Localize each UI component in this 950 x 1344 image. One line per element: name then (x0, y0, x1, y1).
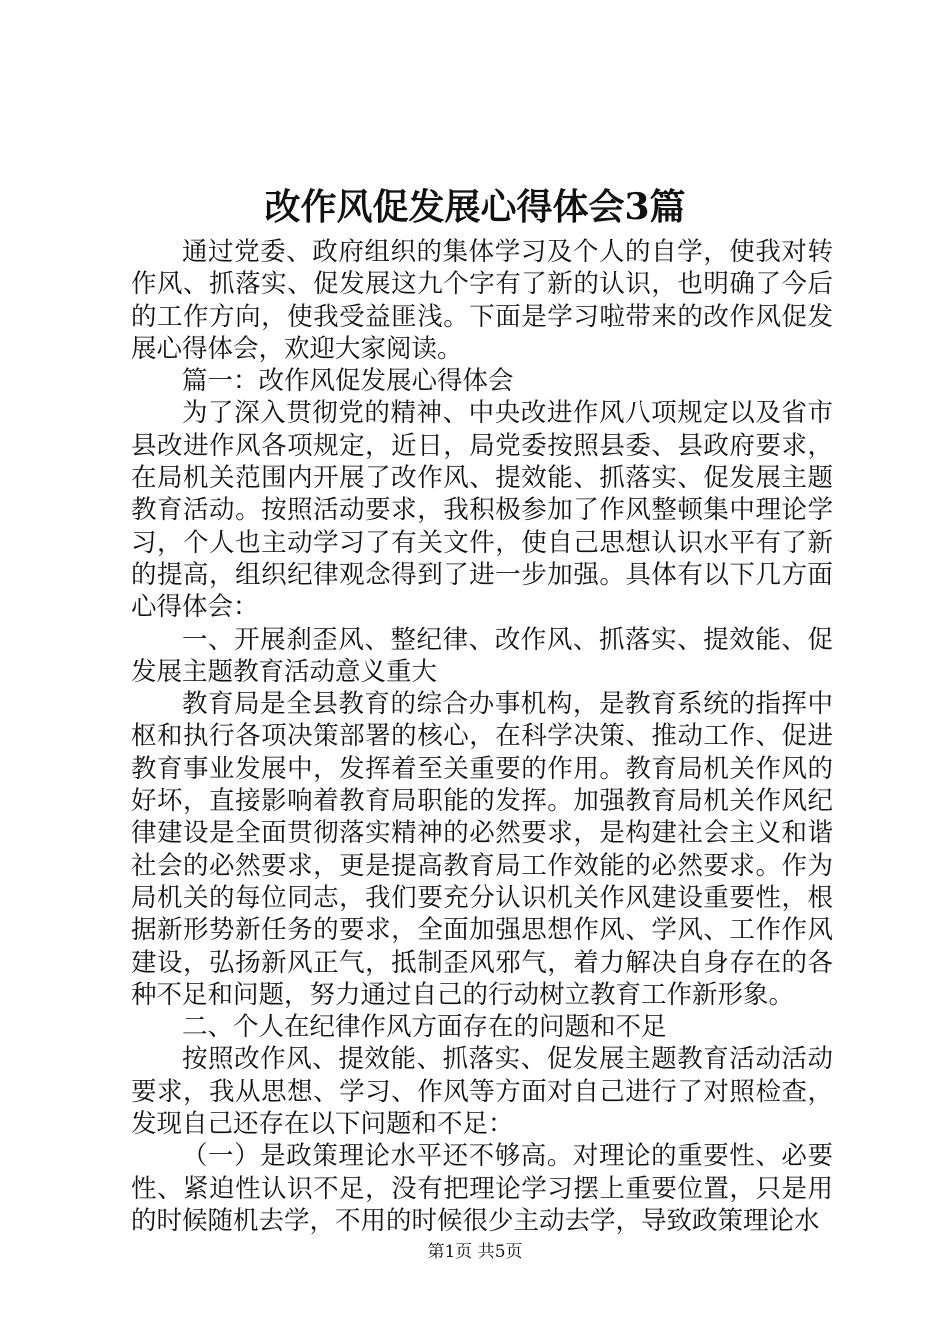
section-heading-part-one: 篇一：改作风促发展心得体会 (182, 366, 514, 397)
section-heading: 二、个人在纪律作风方面存在的问题和不足 (182, 1012, 667, 1043)
intro-paragraph: 通过党委、政府组织的集体学习及个人的自学，使我对转作风、抓落实、促发展这九个字有了新的认识，也明确了今后的工作方向，使我受益匪浅。下面是学习啦带来的改作风促发展心得体会，欢迎大家阅读。 (131, 237, 833, 364)
body-paragraph: 为了深入贯彻党的精神、中央改进作风八项规定以及省市县改进作风各项规定，近日，局党委按照县委、县政府要求，在局机关范围内开展了改作风、提效能、抓落实、促发展主题教育活动。按照活动要求，我积极参加了作风整顿集中理论学习，个人也主动学习了有关文件，使自己思想认识水平有了新的提高，组织纪律观念得到了进一步加强。具体有以下几方面心得体会： (131, 398, 833, 623)
page-number-footer: 第1页 共5页 (427, 1242, 523, 1262)
body-paragraph: 教育局是全县教育的综合办事机构，是教育系统的指挥中枢和执行各项决策部署的核心，在科学决策、推动工作、促进教育事业发展中，发挥着至关重要的作用。教育局机关作风的好坏，直接影响着教育局职能的发挥。加强教育局机关作风纪律建设是全面贯彻落实精神的必然要求，是构建社会主义和谐社会的必然要求，更是提高教育局工作效能的必然要求。作为局机关的每位同志，我们要充分认识机关作风建设重要性，根据新形势新任务的要求，全面加强思想作风、学风、工作作风建设，弘扬新风正气，抵制歪风邪气，着力解决自身存在的各种不足和问题，努力通过自己的行动树立教育工作新形象。 (131, 689, 833, 1010)
document-body (131, 236, 833, 1237)
body-paragraph: （一）是政策理论水平还不够高。对理论的重要性、必要性、紧迫性认识不足，没有把理论学习摆上重要位置，只是用的时候随机去学，不用的时候很少主动去学，导致政策理论水 (131, 1141, 833, 1236)
document-title: 改作风促发展心得体会3篇 (264, 186, 686, 228)
section-heading: 一、开展刹歪风、整纪律、改作风、抓落实、提效能、促发展主题教育活动意义重大 (131, 624, 833, 687)
body-paragraph: 按照改作风、提效能、抓落实、促发展主题教育活动活动要求，我从思想、学习、作风等方面对自己进行了对照检查，发现自己还存在以下问题和不足： (131, 1044, 833, 1140)
